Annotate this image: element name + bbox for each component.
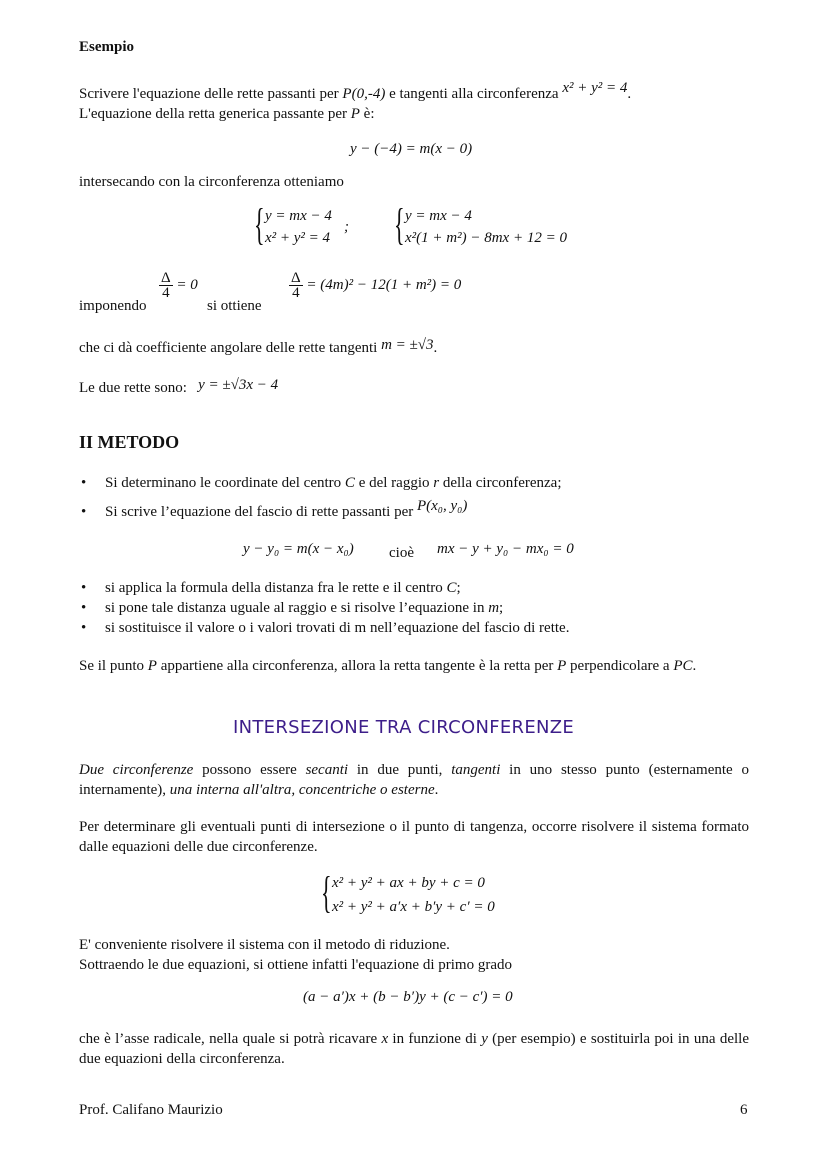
list-item: • si pone tale distanza uguale al raggio e si risolve l’equazione in m; — [79, 598, 759, 618]
system-2: { y = mx − 4 x²(1 + m²) − 8mx + 12 = 0 — [394, 200, 567, 249]
fascio-equation-expanded: mx − y + y₀ − mx₀ = 0 — [437, 541, 574, 557]
method-steps-1 — [79, 473, 759, 522]
list-item: • si applica la formula della distanza fra le rette e il centro C; — [79, 578, 759, 598]
tangent-lines-equation: y = ±√3x − 4 — [198, 377, 279, 393]
subtraction-text: Sottraendo le due equazioni, si ottiene infatti l'equazione di primo grado — [79, 957, 512, 973]
circles-relations-text: Due circonferenze possono essere secanti in due punti, tangenti in uno stesso punto (esternamente o internamente), una interna all'altra, concentriche o esterne. — [79, 762, 749, 798]
fascio-equation: y − y₀ = m(x − x₀) — [243, 541, 354, 557]
slope-text: che ci dà coefficiente angolare delle rette tangenti m = ±√3. — [79, 337, 438, 356]
reduction-method-text: E' conveniente risolvere il sistema con il metodo di riduzione. — [79, 937, 450, 953]
delta-condition: $\frac{\Delta}{4}$ = 0 — [161, 270, 198, 301]
list-item: • Si scrive l’equazione del fascio di rette passanti per P(x₀, y₀) — [79, 502, 759, 522]
problem-statement: Scrivere l'equazione delle rette passanti per P(0,-4) e tangenti alla circonferenza x² + y² = 4. — [79, 80, 632, 102]
delta-expression: $\frac{\Delta}{4}$ = (4m)² − 12(1 + m²) = 0 — [291, 270, 462, 301]
intersection-text: intersecando con la circonferenza otteniamo — [79, 174, 344, 190]
tangent-point-note: Se il punto P appartiene alla circonferenza, allora la retta tangente è la retta per P perpendicolare a PC. — [79, 658, 697, 674]
system-intro-text: Per determinare gli eventuali punti di intersezione o il punto di tangenza, occorre risolvere il sistema formato dalle equazioni delle due circonferenze. — [79, 819, 749, 855]
slope-value: m = ±√3 — [381, 337, 434, 353]
system-3: { x² + y² + ax + by + c = 0 x² + y² + a′x + b′y + c′ = 0 — [321, 868, 495, 917]
si-ottiene-label: si ottiene — [207, 298, 262, 314]
intersection-title: INTERSEZIONE TRA CIRCONFERENZE — [233, 717, 575, 738]
section-title: II METODO — [79, 432, 180, 452]
radical-axis-equation: (a − a′)x + (b − b′)y + (c − c′) = 0 — [303, 989, 513, 1005]
radical-axis-text: che è l’asse radicale, nella quale si potrà ricavare x in funzione di y (per esempio) e sostituirla poi in una delle due equazioni della circonferenza. — [79, 1031, 749, 1067]
cioe-label: cioè — [389, 545, 414, 561]
list-item: • si sostituisce il valore o i valori trovati di m nell’equazione del fascio di rette. — [79, 618, 759, 638]
circle-equation: x² + y² = 4 — [562, 80, 628, 96]
line-equation: y − (−4) = m(x − 0) — [350, 141, 473, 157]
footer-author: Prof. Califano Maurizio — [79, 1102, 223, 1118]
method-steps-2 — [79, 578, 759, 638]
example-heading: Esempio — [79, 39, 135, 55]
list-item: • Si determinano le coordinate del centro C e del raggio r della circonferenza; — [79, 473, 759, 493]
generic-line-text: L'equazione della retta generica passante per P è: — [79, 106, 375, 122]
tangent-lines-text: Le due rette sono: y = ±√3x − 4 — [79, 377, 279, 396]
system-1: { y = mx − 4 x² + y² = 4 ; — [254, 200, 349, 249]
page-number: 6 — [740, 1102, 748, 1118]
imponendo-label: imponendo — [79, 298, 147, 314]
